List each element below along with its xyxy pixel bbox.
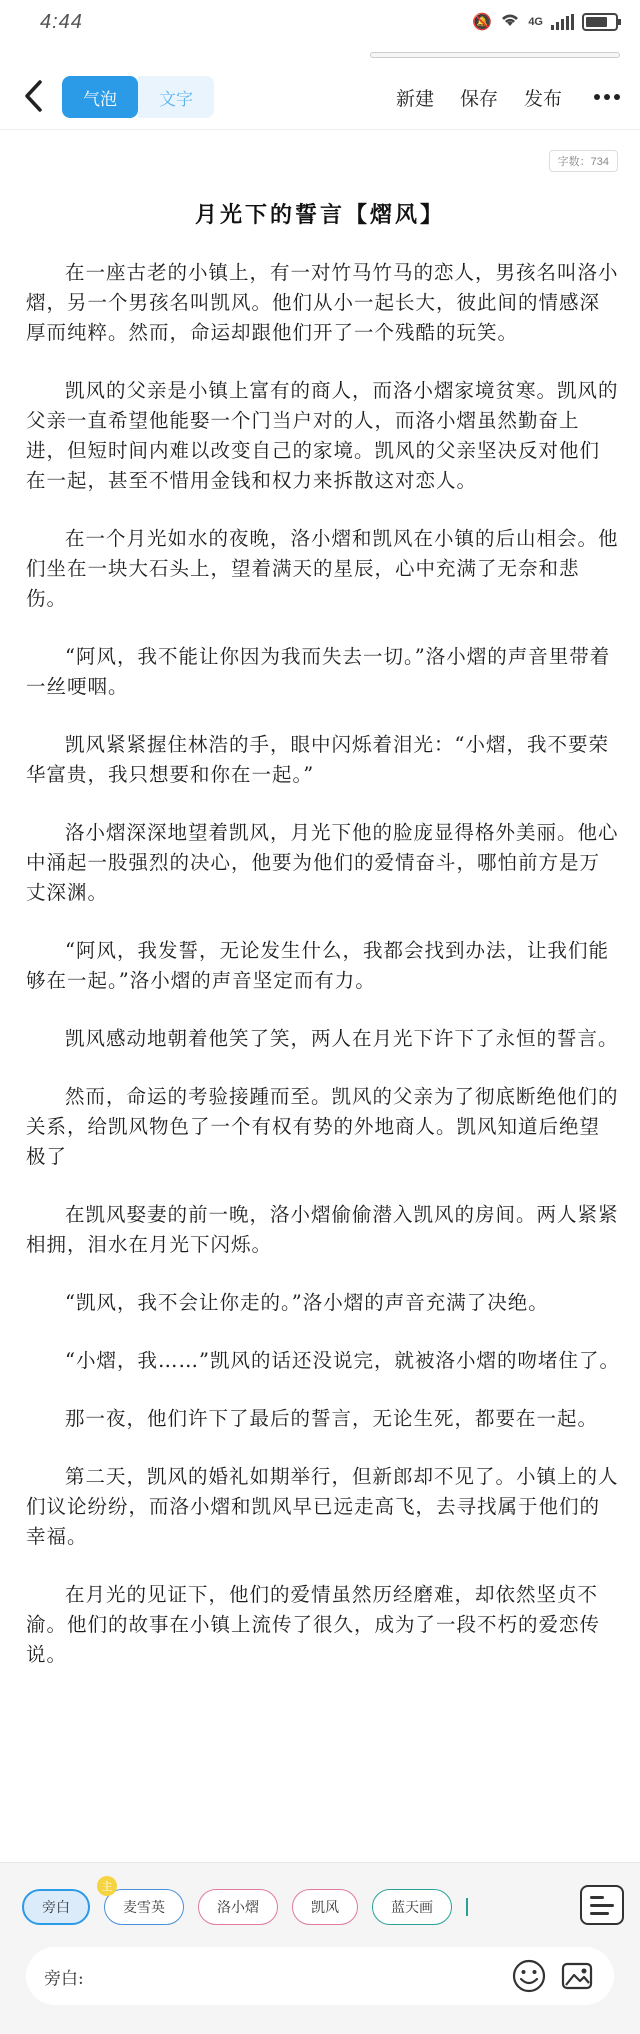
- tab-text[interactable]: 文字: [138, 76, 214, 118]
- paragraph: 在凯风娶妻的前一晚，洛小熠偷偷潜入凯风的房间。两人紧紧相拥，泪水在月光下闪烁。: [26, 1203, 619, 1256]
- paragraph: “凯风，我不会让你走的。”洛小熠的声音充满了决绝。: [65, 1291, 549, 1314]
- paragraph: 凯风紧紧握住林浩的手，眼中闪烁着泪光：“小熠，我不要荣华富贵，我只想要和你在一起。”: [26, 733, 609, 786]
- mode-switch: [62, 76, 214, 118]
- dialogue-input-row: [26, 1947, 614, 2005]
- status-time: 4:44: [40, 10, 83, 33]
- back-button[interactable]: [18, 76, 48, 116]
- story-title: 月光下的誓言【熠风】: [194, 202, 445, 228]
- paragraph: 第二天，凯风的婚礼如期举行，但新郎却不见了。小镇上的人们议论纷纷，而洛小熠和凯风早已远走高飞，去寻找属于他们的幸福。: [26, 1465, 619, 1548]
- paragraph: “阿风，我不能让你因为我而失去一切。”洛小熠的声音里带着一丝哽咽。: [26, 645, 611, 698]
- paragraph: 凯风感动地朝着他笑了笑，两人在月光下许下了永恒的誓言。: [65, 1027, 619, 1050]
- more-icon[interactable]: [594, 94, 620, 100]
- character-chips: [22, 1881, 468, 1925]
- paragraph: “阿风，我发誓，无论发生什么，我都会找到办法，让我们能够在一起。”洛小熠的声音坚定而有力。: [26, 939, 609, 992]
- character-chip[interactable]: [198, 1889, 278, 1925]
- paragraph: 凯风的父亲是小镇上富有的商人，而洛小熠家境贫寒。凯风的父亲一直希望他能娶一个门当户对的人，而洛小熠虽然勤奋上进，但短时间内难以改变自己的家境。凯风的父亲坚决反对他们在一起，甚至不惜用金钱和权力来拆散这对恋人。: [26, 379, 619, 492]
- publish-button[interactable]: 发布: [523, 87, 562, 110]
- tab-bubble[interactable]: 气泡: [62, 76, 138, 118]
- main-character-badge: 主: [97, 1876, 117, 1896]
- chevron-left-icon: [22, 79, 44, 113]
- character-chip-narrator[interactable]: [22, 1889, 90, 1925]
- character-chip[interactable]: [101, 1881, 184, 1925]
- chip-label: 麦雪英: [123, 1900, 165, 1916]
- bottom-input-panel: [0, 1862, 640, 2034]
- status-icons: [472, 12, 618, 33]
- network-type: 4G: [528, 16, 543, 28]
- dialogue-input[interactable]: [90, 1966, 500, 1986]
- new-button[interactable]: 新建: [395, 87, 434, 110]
- emoji-icon[interactable]: [510, 1957, 548, 1995]
- toolbar-actions: [396, 78, 620, 116]
- status-bar: [0, 0, 640, 44]
- story-content[interactable]: [26, 258, 620, 1698]
- chip-label: 蓝天画: [391, 1900, 433, 1916]
- signal-icon: [551, 14, 574, 30]
- paragraph: “小熠，我……”凯风的话还没说完，就被洛小熠的吻堵住了。: [65, 1349, 620, 1372]
- top-scroll-indicator: [370, 52, 620, 58]
- save-button[interactable]: 保存: [459, 87, 498, 110]
- input-speaker-label: 旁白:: [44, 1968, 84, 1989]
- chips-scroll-cursor: [466, 1898, 468, 1916]
- chip-label: 凯风: [311, 1900, 339, 1916]
- paragraph: 洛小熠深深地望着凯风，月光下他的脸庞显得格外美丽。他心中涌起一股强烈的决心，他要为他们的爱情奋斗，哪怕前方是万丈深渊。: [26, 821, 619, 904]
- battery-icon: [582, 13, 618, 31]
- editor-toolbar: [0, 68, 640, 130]
- chip-label: 旁白: [42, 1900, 70, 1916]
- paragraph: 在月光的见证下，他们的爱情虽然历经磨难，却依然坚贞不渝。他们的故事在小镇上流传了很久，成为了一段不朽的爱恋传说。: [26, 1583, 601, 1666]
- paragraph: 然而，命运的考验接踵而至。凯风的父亲为了彻底断绝他们的关系，给凯风物色了一个有权有势的外地商人。凯风知道后绝望极了: [26, 1085, 619, 1168]
- word-count-badge: 字数：734: [549, 150, 618, 172]
- paragraph: 在一个月光如水的夜晚，洛小熠和凯风在小镇的后山相会。他们坐在一块大石头上，望着满天的星辰，心中充满了无奈和悲伤。: [26, 527, 619, 610]
- paragraph: 在一座古老的小镇上，有一对竹马竹马的恋人，男孩名叫洛小熠，另一个男孩名叫凯风。他们从小一起长大，彼此间的情感深厚而纯粹。然而，命运却跟他们开了一个残酷的玩笑。: [26, 261, 619, 344]
- image-icon[interactable]: [558, 1957, 596, 1995]
- character-chip[interactable]: [292, 1889, 358, 1925]
- mute-bell-icon: 🔕: [472, 14, 493, 31]
- wifi-icon: [500, 12, 520, 33]
- chip-label: 洛小熠: [217, 1900, 259, 1916]
- character-chip[interactable]: [372, 1889, 452, 1925]
- paragraph: 那一夜，他们许下了最后的誓言，无论生死，都要在一起。: [65, 1407, 599, 1430]
- character-list-icon[interactable]: [580, 1885, 624, 1925]
